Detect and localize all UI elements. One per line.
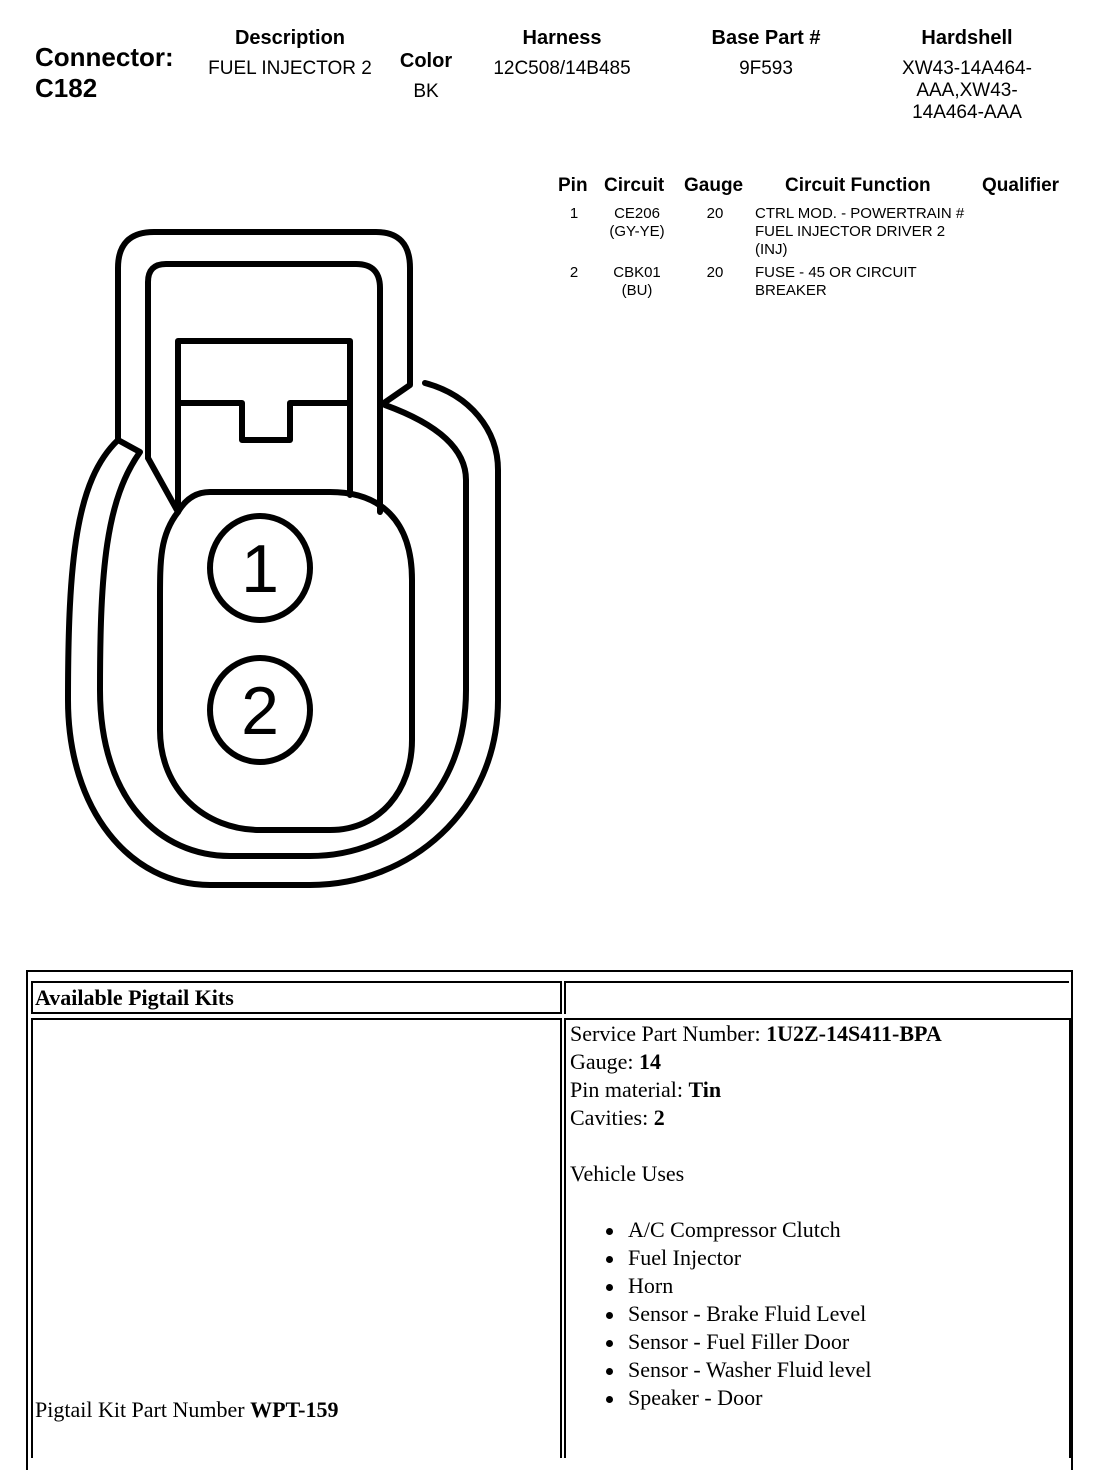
- hardshell-value: [867, 58, 1067, 124]
- harness-value: 12C508/14B485: [493, 58, 631, 79]
- cavities-label: Cavities:: [570, 1105, 654, 1130]
- circuit-id: CBK01: [613, 264, 661, 281]
- gauge-cell: 20: [706, 205, 724, 222]
- pin-cell: 2: [569, 264, 579, 281]
- service-part-label: Service Part Number:: [570, 1021, 767, 1046]
- service-part-line: [570, 1020, 1069, 1048]
- function-line: FUSE - 45 OR CIRCUIT: [755, 264, 917, 281]
- circuit-id: CE206: [614, 205, 660, 222]
- hardshell-header: Hardshell: [921, 27, 1013, 49]
- cavities-line: [570, 1104, 1069, 1132]
- circuit-color: (GY-YE): [609, 223, 665, 240]
- list-item: Sensor - Fuel Filler Door: [602, 1328, 1069, 1356]
- vehicle-uses-heading: Vehicle Uses: [570, 1161, 685, 1186]
- service-part-value: 1U2Z-14S411-BPA: [766, 1021, 942, 1046]
- list-item: Sensor - Washer Fluid level: [602, 1356, 1069, 1384]
- color-value: BK: [413, 81, 439, 102]
- pigtail-details-cell: [564, 1018, 1071, 1458]
- pin-cavity: [160, 492, 412, 830]
- pin-material-line: [570, 1076, 1069, 1104]
- hardshell-line: AAA,XW43-: [916, 80, 1018, 101]
- kit-number-label: Pigtail Kit Part Number: [35, 1397, 251, 1422]
- pin-material-label: Pin material:: [570, 1077, 689, 1102]
- function-cell: [755, 205, 995, 259]
- hardshell-line: 14A464-AAA: [912, 102, 1022, 123]
- connector-title: [35, 42, 174, 104]
- function-cell: [755, 264, 995, 300]
- description-value: FUEL INJECTOR 2: [208, 58, 372, 79]
- circuit-col-header: Circuit: [604, 175, 665, 196]
- function-col-header: Circuit Function: [785, 175, 931, 196]
- pin-material-value: Tin: [688, 1077, 722, 1102]
- connector-label: Connector:: [35, 42, 174, 72]
- gauge-value: 14: [639, 1049, 662, 1074]
- pigtail-title-empty-cell: [564, 981, 1069, 1014]
- vehicle-uses-list: [602, 1216, 1069, 1412]
- list-item: Horn: [602, 1272, 1069, 1300]
- latch-diagonal: [148, 458, 178, 512]
- function-line: (INJ): [755, 241, 788, 258]
- terminal-tab: [180, 403, 348, 440]
- gauge-col-header: Gauge: [684, 175, 744, 196]
- latch-inner-outline: [148, 264, 380, 512]
- kit-number-value: WPT-159: [250, 1397, 339, 1422]
- pin-2-label: 2: [241, 673, 279, 749]
- pin-col-header: Pin: [558, 175, 588, 196]
- color-header: Color: [399, 50, 453, 72]
- pin-cell: 1: [569, 205, 579, 222]
- description-header: Description: [234, 27, 346, 49]
- hardshell-line: XW43-14A464-: [902, 58, 1032, 79]
- terminal-window: [178, 341, 350, 512]
- cavities-value: 2: [653, 1105, 665, 1130]
- circuit-color: (BU): [621, 282, 653, 299]
- function-line: CTRL MOD. - POWERTRAIN #: [755, 205, 965, 222]
- harness-header: Harness: [522, 27, 602, 49]
- list-item: Fuel Injector: [602, 1244, 1069, 1272]
- list-item: A/C Compressor Clutch: [602, 1216, 1069, 1244]
- gauge-label: Gauge:: [570, 1049, 640, 1074]
- gauge-cell: 20: [706, 264, 724, 281]
- base-part-value: 9F593: [739, 58, 793, 79]
- function-line: BREAKER: [755, 282, 827, 299]
- base-part-header: Base Part #: [711, 27, 821, 49]
- gauge-line: [570, 1048, 1069, 1076]
- circuit-cell: [594, 264, 680, 300]
- pigtail-kit-number-line: [35, 1396, 339, 1424]
- pigtail-title-cell: [31, 981, 562, 1014]
- connector-id: C182: [35, 73, 98, 103]
- connector-face-diagram: [0, 200, 540, 900]
- pigtail-kit-cell: [31, 1018, 562, 1458]
- list-item: Sensor - Brake Fluid Level: [602, 1300, 1069, 1328]
- pin-1-label: 1: [241, 531, 279, 607]
- circuit-cell: [594, 205, 680, 241]
- qualifier-col-header: Qualifier: [982, 175, 1060, 196]
- function-line: FUEL INJECTOR DRIVER 2: [755, 223, 946, 240]
- list-item: Speaker - Door: [602, 1384, 1069, 1412]
- pigtail-section-title: Available Pigtail Kits: [35, 985, 234, 1010]
